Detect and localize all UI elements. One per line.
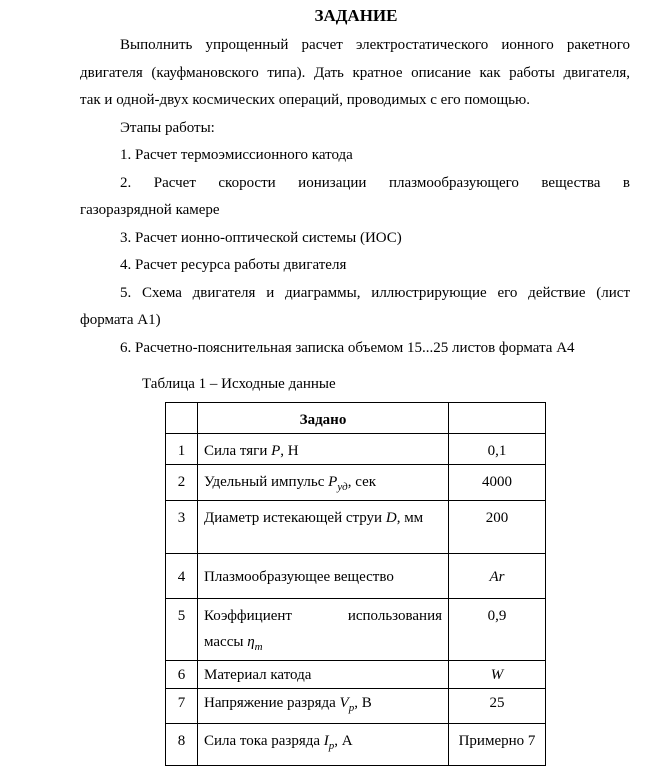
param-symbol: P: [271, 443, 281, 459]
table-row: [166, 554, 546, 599]
param-symbol: I: [323, 733, 329, 749]
param-subscript: m: [254, 641, 263, 653]
row-param: [198, 434, 449, 465]
header-param-cell: Задано: [198, 403, 449, 434]
table-row: [166, 724, 546, 766]
row-value: 4000: [449, 465, 546, 501]
param-symbol: η: [247, 634, 255, 650]
stage-item-3: 3. Расчет ионно-оптической системы (ИОС): [120, 230, 402, 246]
row-param: [198, 661, 449, 689]
row-num: 1: [166, 434, 198, 465]
param-text-line2: массы: [204, 634, 248, 650]
param-symbol: D: [385, 510, 397, 526]
header-num-cell: [166, 403, 198, 434]
stages-heading: Этапы работы:: [120, 120, 215, 136]
param-subscript: p: [328, 740, 335, 752]
row-value: 200: [449, 501, 546, 554]
param-symbol: P: [328, 474, 338, 490]
row-param: [198, 554, 449, 599]
param-text: Сила тока разряда: [204, 733, 324, 749]
table-row: [166, 661, 546, 689]
param-text: Плазмообразующее вещество: [204, 569, 394, 585]
row-num: 5: [166, 599, 198, 661]
stage-item-2-cont: газоразрядной камере: [80, 202, 220, 218]
param-subscript: p: [348, 702, 355, 714]
row-num: 3: [166, 501, 198, 554]
param-text: Напряжение разряда: [204, 695, 340, 711]
stage-item-2: 2. Расчет скорости ионизации плазмообразующего вещества в: [120, 175, 630, 191]
intro-line-3: так и одной-двух космических операций, проводимых с его помощью.: [80, 92, 530, 108]
row-value: Примерно 7: [449, 724, 546, 766]
param-unit: , сек: [347, 474, 377, 490]
row-value: 0,9: [449, 599, 546, 661]
param-unit: , Н: [280, 443, 299, 459]
header-value-cell: [449, 403, 546, 434]
param-unit: , А: [334, 733, 353, 749]
row-num: 6: [166, 661, 198, 689]
stage-item-1: 1. Расчет термоэмиссионного катода: [120, 147, 353, 163]
param-text: Удельный импульс: [204, 474, 329, 490]
param-text: Коэффициент использования: [204, 608, 442, 624]
row-value: W: [449, 661, 546, 689]
row-param: [198, 724, 449, 766]
table-row: [166, 689, 546, 724]
table-row: [166, 501, 546, 554]
row-num: 2: [166, 465, 198, 501]
row-param: [198, 599, 449, 661]
row-num: 8: [166, 724, 198, 766]
stage-item-5-cont: формата А1): [80, 312, 161, 328]
row-value: 0,1: [449, 434, 546, 465]
stage-item-5: 5. Схема двигателя и диаграммы, иллюстрирующие его действие (лист: [120, 285, 630, 301]
table-caption: Таблица 1 – Исходные данные: [142, 376, 336, 392]
intro-line-1: Выполнить упрощенный расчет электростатического ионного ракетного: [120, 37, 630, 53]
param-unit: , В: [354, 695, 372, 711]
row-num: 7: [166, 689, 198, 724]
row-num: 4: [166, 554, 198, 599]
param-unit: , мм: [396, 510, 424, 526]
table-row: [166, 465, 546, 501]
param-text: Материал катода: [204, 667, 312, 683]
stage-item-6: 6. Расчетно-пояснительная записка объемом 15...25 листов формата А4: [120, 340, 575, 356]
param-subscript: уд: [337, 481, 348, 493]
row-param: [198, 501, 449, 554]
row-param: [198, 689, 449, 724]
row-value: 25: [449, 689, 546, 724]
param-text: Сила тяги: [204, 443, 272, 459]
stage-item-4: 4. Расчет ресурса работы двигателя: [120, 257, 347, 273]
table-header-row: [166, 403, 546, 434]
table-row: [166, 599, 546, 661]
param-text: Диаметр истекающей струи: [204, 510, 386, 526]
page-title: ЗАДАНИЕ: [314, 6, 398, 25]
row-param: [198, 465, 449, 501]
source-data-table: [165, 402, 546, 766]
table-row: [166, 434, 546, 465]
intro-line-2: двигателя (кауфмановского типа). Дать кратное описание как работы двигателя,: [80, 65, 630, 81]
param-symbol: V: [339, 695, 349, 711]
row-value: Ar: [449, 554, 546, 599]
